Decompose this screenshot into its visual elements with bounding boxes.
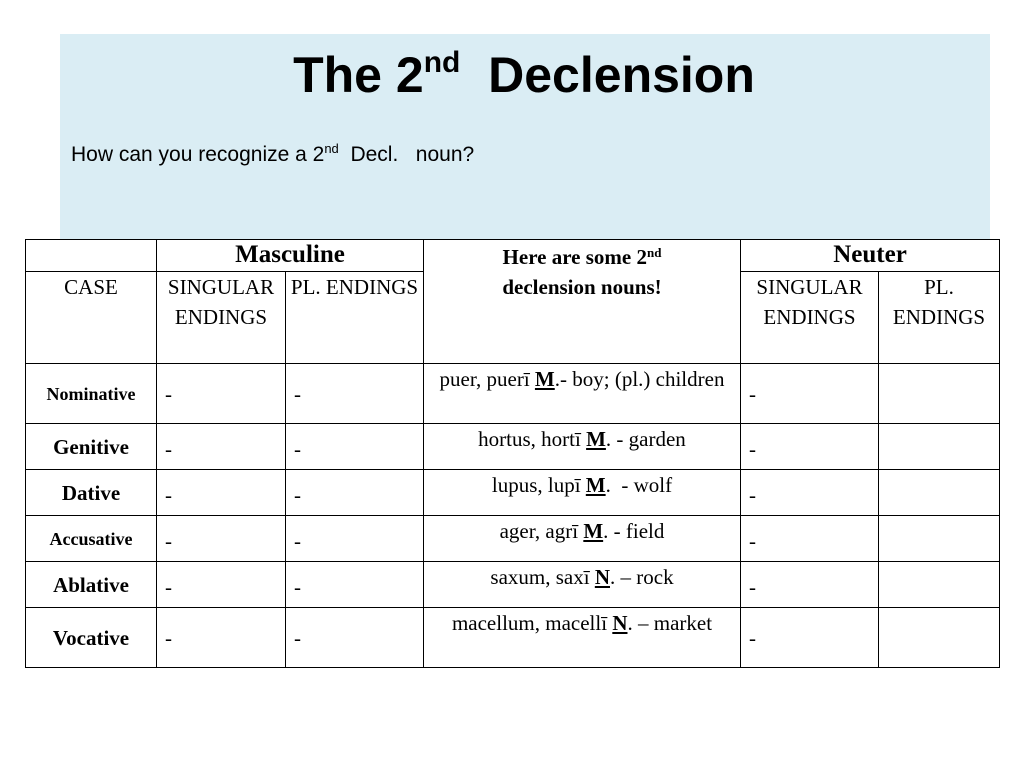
masc-plural-ending: - — [286, 516, 424, 562]
table-row — [26, 364, 1000, 424]
title-text-rest: Declension — [488, 47, 755, 103]
title-text: The 2 — [293, 47, 424, 103]
neut-plural-ending — [879, 516, 1000, 562]
noun-text: macellum, macellī — [451, 611, 613, 635]
noun-gender: M — [585, 473, 606, 497]
noun-meaning: . – rock — [610, 565, 674, 589]
masc-plural-header: PL. ENDINGS — [286, 272, 424, 364]
example-noun — [424, 608, 741, 668]
noun-gender: M — [586, 427, 606, 451]
case-column-header: CASE — [26, 272, 157, 364]
masc-singular-ending: - — [157, 562, 286, 608]
neut-singular-ending: - — [741, 470, 879, 516]
question-text: How can you recognize a 2 — [71, 143, 325, 166]
case-label: Ablative — [26, 562, 157, 608]
noun-text: lupus, lupī — [491, 473, 586, 497]
table-row — [26, 608, 1000, 668]
noun-meaning: . - wolf — [605, 473, 673, 497]
noun-text: puer, puerī — [439, 367, 535, 391]
noun-text: saxum, saxī — [490, 565, 595, 589]
masc-plural-ending: - — [286, 608, 424, 668]
noun-gender: N — [612, 611, 628, 635]
question-superscript: nd — [324, 141, 339, 156]
masc-singular-ending: - — [157, 516, 286, 562]
example-noun — [424, 424, 741, 470]
neut-singular-ending: - — [741, 516, 879, 562]
slide-question — [71, 141, 474, 169]
table-row — [26, 470, 1000, 516]
neut-plural-ending — [879, 608, 1000, 668]
masc-plural-ending: - — [286, 424, 424, 470]
question-text-rest: Decl. noun? — [350, 143, 475, 166]
neut-singular-ending: - — [741, 562, 879, 608]
masc-singular-ending: - — [157, 470, 286, 516]
noun-gender: N — [594, 565, 610, 589]
masc-singular-ending: - — [157, 424, 286, 470]
neut-plural-ending — [879, 424, 1000, 470]
title-superscript: nd — [423, 46, 461, 79]
noun-meaning: . - field — [603, 519, 665, 543]
example-noun — [424, 364, 741, 424]
neut-plural-ending — [879, 562, 1000, 608]
case-label: Dative — [26, 470, 157, 516]
noun-gender: M — [583, 519, 604, 543]
noun-text: hortus, hortī — [478, 427, 587, 451]
table-row — [26, 562, 1000, 608]
declension-table — [25, 239, 1000, 668]
case-label: Nominative — [26, 364, 157, 424]
masc-plural-ending: - — [286, 562, 424, 608]
example-noun — [424, 470, 741, 516]
neut-singular-ending: - — [741, 608, 879, 668]
neut-singular-ending: - — [741, 424, 879, 470]
slide-title — [0, 40, 1024, 110]
example-noun — [424, 562, 741, 608]
noun-meaning: . - garden — [605, 427, 686, 451]
neut-singular-ending: - — [741, 364, 879, 424]
case-label: Genitive — [26, 424, 157, 470]
neut-plural-header: PL. ENDINGS — [879, 272, 1000, 364]
masc-singular-header: SINGULAR ENDINGS — [157, 272, 286, 364]
table-row — [26, 516, 1000, 562]
table-header-row — [26, 240, 1000, 272]
neut-plural-ending — [879, 470, 1000, 516]
noun-meaning: .- boy; (pl.) children — [554, 367, 725, 391]
example-noun — [424, 516, 741, 562]
masc-plural-ending: - — [286, 364, 424, 424]
case-label: Vocative — [26, 608, 157, 668]
neut-singular-header: SINGULAR ENDINGS — [741, 272, 879, 364]
noun-meaning: . – market — [627, 611, 713, 635]
examples-header-superscript: nd — [646, 245, 662, 260]
case-label: Accusative — [26, 516, 157, 562]
examples-header-text: Here are some 2 — [502, 245, 647, 269]
masc-plural-ending: - — [286, 470, 424, 516]
masculine-header: Masculine — [157, 240, 424, 272]
neut-plural-ending — [879, 364, 1000, 424]
masc-singular-ending: - — [157, 608, 286, 668]
examples-header — [424, 240, 741, 364]
examples-header-text-rest: declension nouns! — [502, 275, 662, 299]
empty-corner-cell — [26, 240, 157, 272]
neuter-header: Neuter — [741, 240, 1000, 272]
noun-text: ager, agrī — [499, 519, 584, 543]
noun-gender: M — [534, 367, 555, 391]
table-row — [26, 424, 1000, 470]
masc-singular-ending: - — [157, 364, 286, 424]
